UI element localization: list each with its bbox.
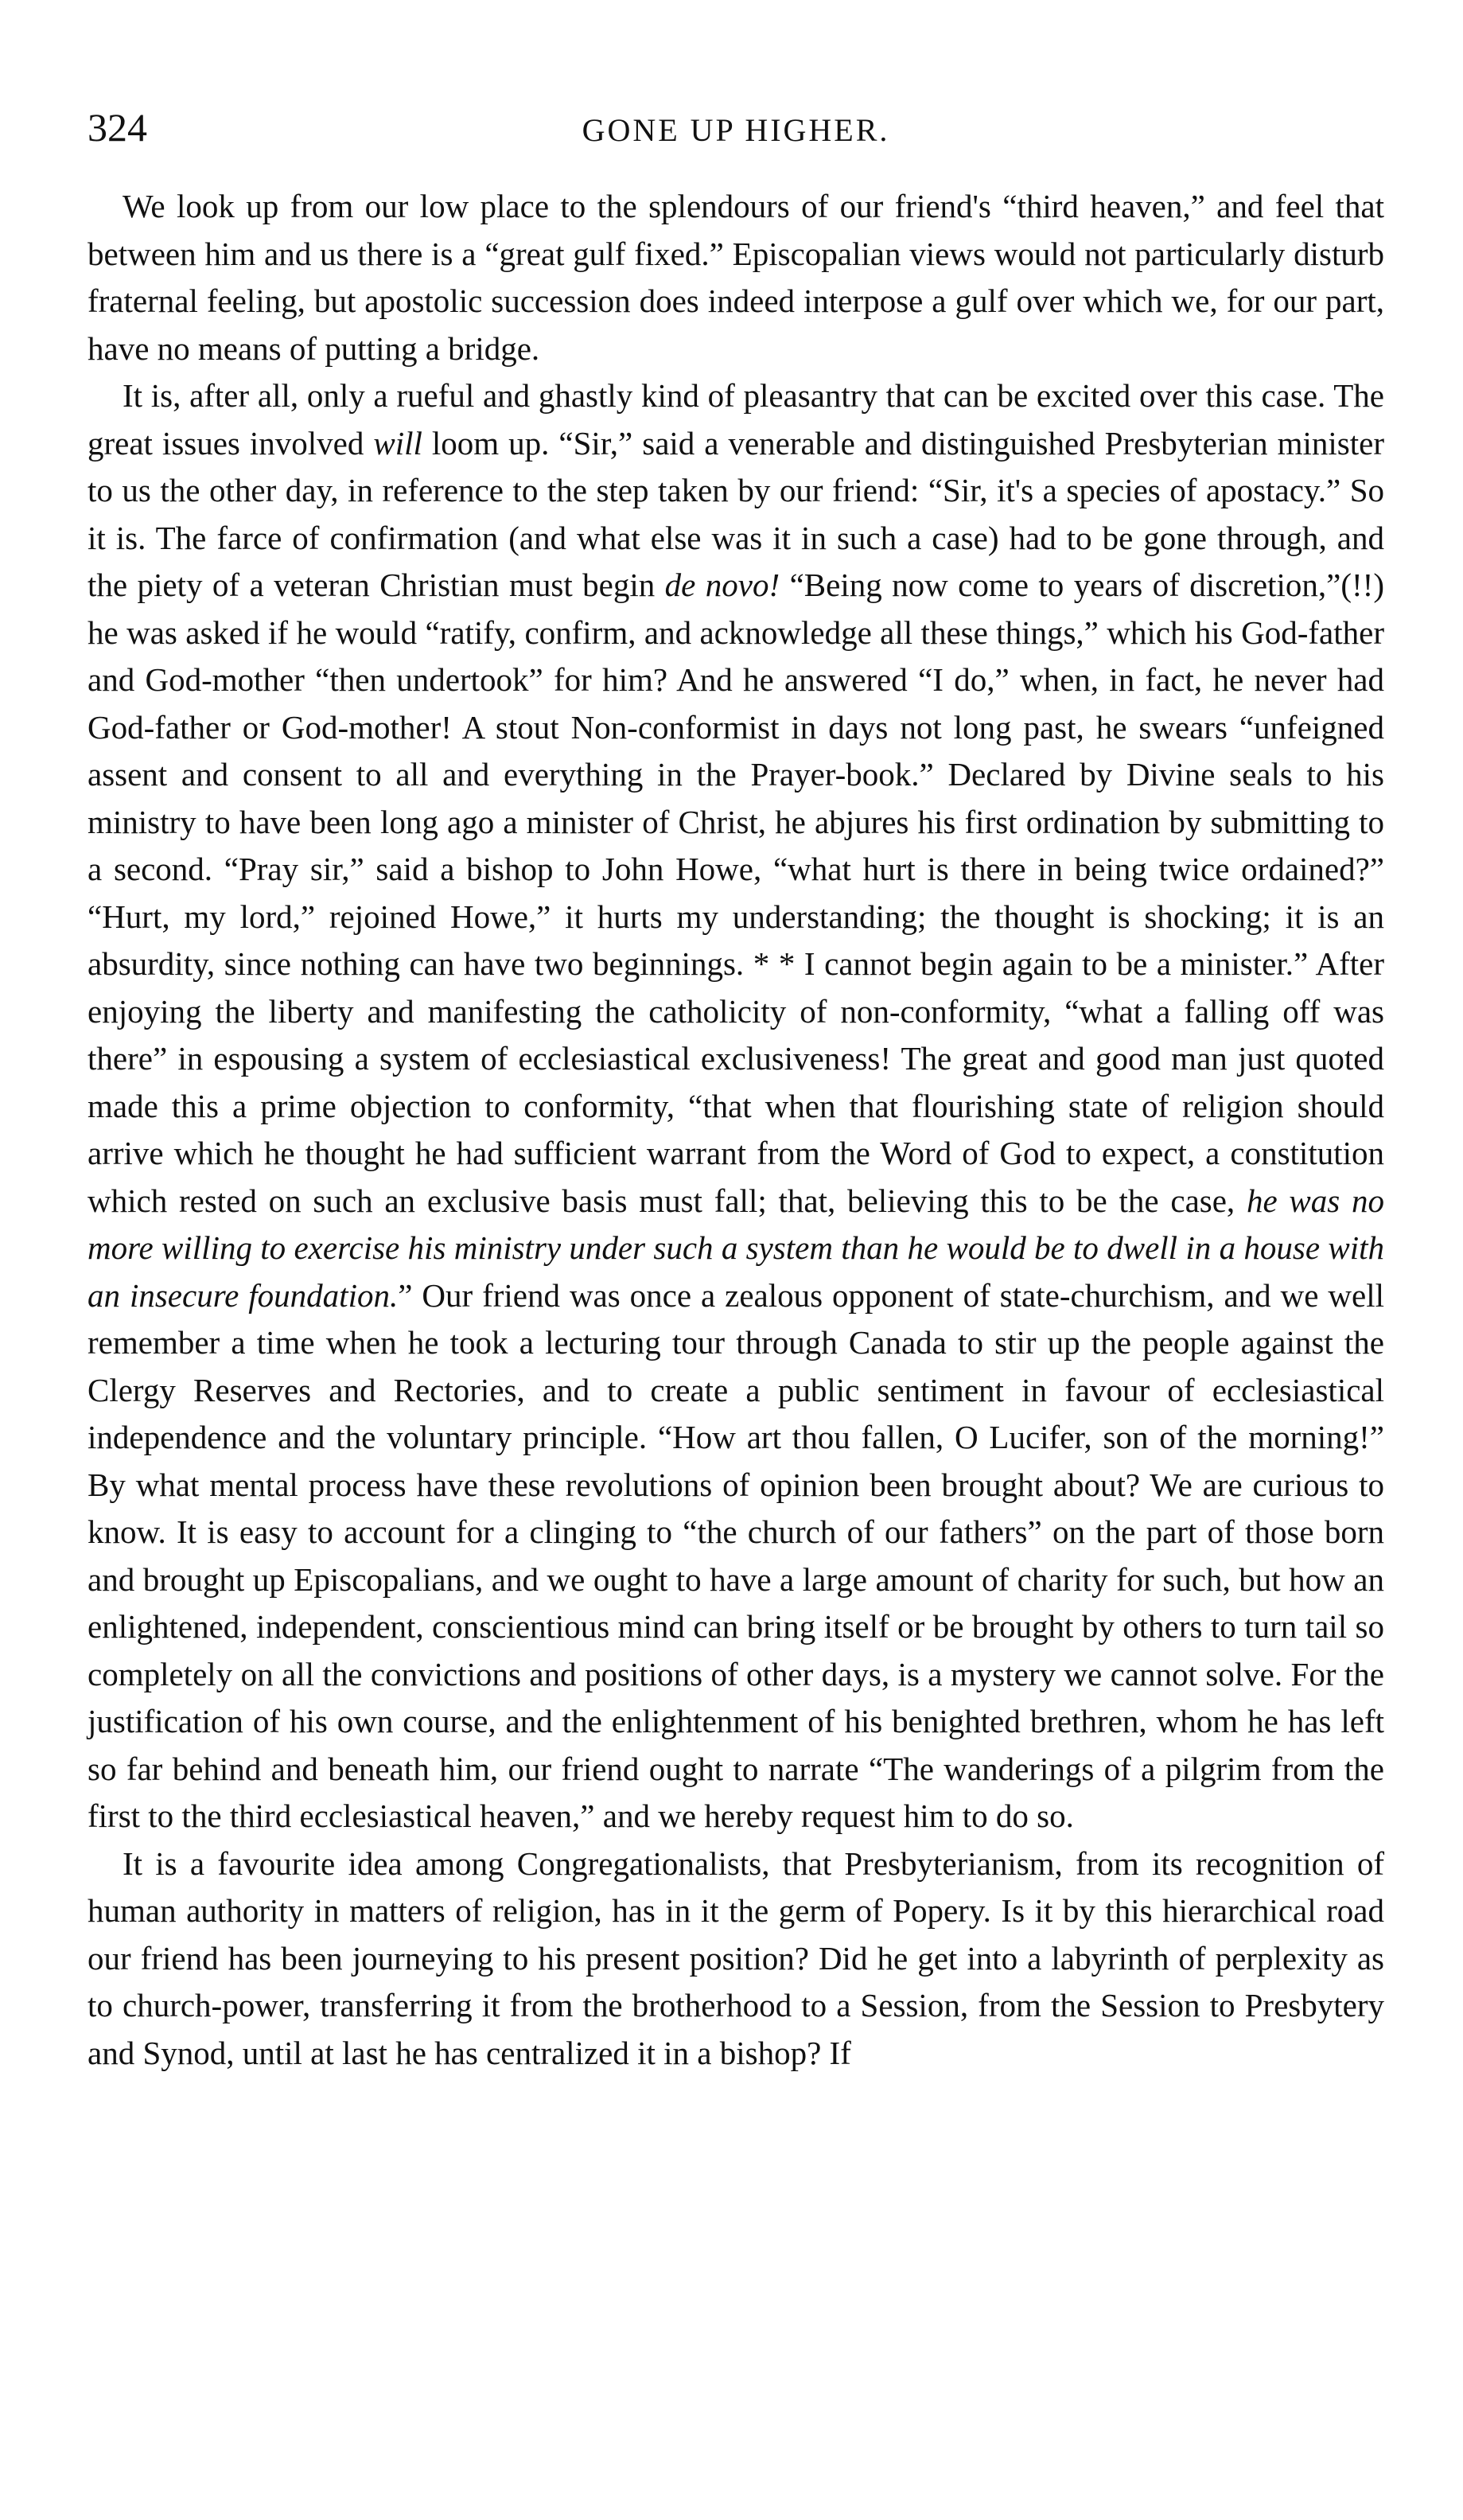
- italic-segment: will: [373, 424, 422, 462]
- paragraph-1: [88, 183, 1384, 372]
- italic-segment: he was no more willing to exercise his ministry under such a system than he would be to dwell in a house with an insecure foundation.: [88, 1182, 1385, 1314]
- text-segment: loom up. “Sir,” said a venerable and distinguished Presbyterian minister to us the other day, in reference to the step taken by our friend: “Sir, it's a species of apostacy.” So it is. The farce of confirmation (and what else was it in such a case) had to be gone through, and the piety of a veteran Christian must begin: [88, 424, 1384, 603]
- text-segment: ” Our friend was once a zealous opponent of state-churchism, and we well remember a time when he took a lecturing tour through Canada to stir up the people against the Clergy Reserves and Rectories, and to create a public sentiment in favour of ecclesiastical independence and the voluntary principle. “How art thou fallen, O Lucifer, son of the morning!” By what mental process have these revolutions of opinion been brought about? We are curious to know. It is easy to account for a clinging to “the church of our fathers” on the part of those born and brought up Episcopalians, and we ought to have a large amount of charity for such, but how an enlightened, independent, conscientious mind can bring itself or be brought by others to turn tail so completely on all the convictions and positions of other days, is a mystery we cannot solve. For the justification of his own course, and the enlightenment of his benighted brethren, whom he has left so far behind and beneath him, our friend ought to narrate “The wanderings of a pilgrim from the first to the third ecclesiastical heaven,” and we hereby request him to do so.: [88, 1276, 1384, 1834]
- page-header: [88, 103, 1384, 167]
- text-segment: It is a favourite idea among Congregationalists, that Presbyterianism, from its recognition of human authority in matters of religion, has in it the germ of Popery. Is it by this hierarchical road our friend has been journeying to his present position? Did he get into a labyrinth of perplexity as to church-power, transferring it from the brotherhood to a Session, from the Session to Presbytery and Synod, until at last he has centralized it in a bishop? If: [88, 1844, 1384, 2071]
- page-number: 324: [88, 105, 147, 150]
- body-text: [88, 183, 1384, 2077]
- text-segment: We look up from our low place to the splendours of our friend's “third heaven,” and feel that between him and us there is a “great gulf fixed.” Episcopalian views would not particularly disturb fraternal feeling, but apostolic succession does indeed interpose a gulf over which we, for our part, have no means of putting a bridge.: [88, 188, 1384, 367]
- italic-segment: de novo!: [664, 567, 780, 603]
- running-title: GONE UP HIGHER.: [582, 112, 890, 148]
- text-segment: “Being now come to years of discretion,”(!!) he was asked if he would “ratify, confirm, and acknowledge all these things,” which his God-father and God-mother “then undertook” for him? And he answered “I do,” when, in fact, he never had God-father or God-mother! A stout Non-conformist in days not long past, he swears “unfeigned assent and consent to all and everything in the Prayer-book.” Declared by Divine seals to his ministry to have been long ago a minister of Christ, he abjures his first ordination by submitting to a second. “Pray sir,” said a bishop to John Howe, “what hurt is there in being twice ordained?” “Hurt, my lord,” rejoined Howe,” it hurts my understanding; the thought is shocking; it is an absurdity, since nothing can have two beginnings. * * I cannot begin again to be a minister.” After enjoying the liberty and manifesting the catholicity of non-conformity, “what a falling off was there” in espousing a system of ecclesiastical exclusiveness! The great and good man just quoted made this a prime objection to conformity, “that when that flourishing state of religion should arrive which he thought he had sufficient warrant from the Word of God to expect, a constitution which rested on such an exclusive basis must fall; that, believing this to be the case,: [88, 567, 1384, 1219]
- text-segment: It is, after all, only a rueful and ghastly kind of pleasantry that can be excited over this case. The great issues involved: [88, 377, 1384, 462]
- paragraph-2: [88, 372, 1384, 1840]
- book-page: [88, 103, 1384, 2077]
- paragraph-3: [88, 1840, 1384, 2078]
